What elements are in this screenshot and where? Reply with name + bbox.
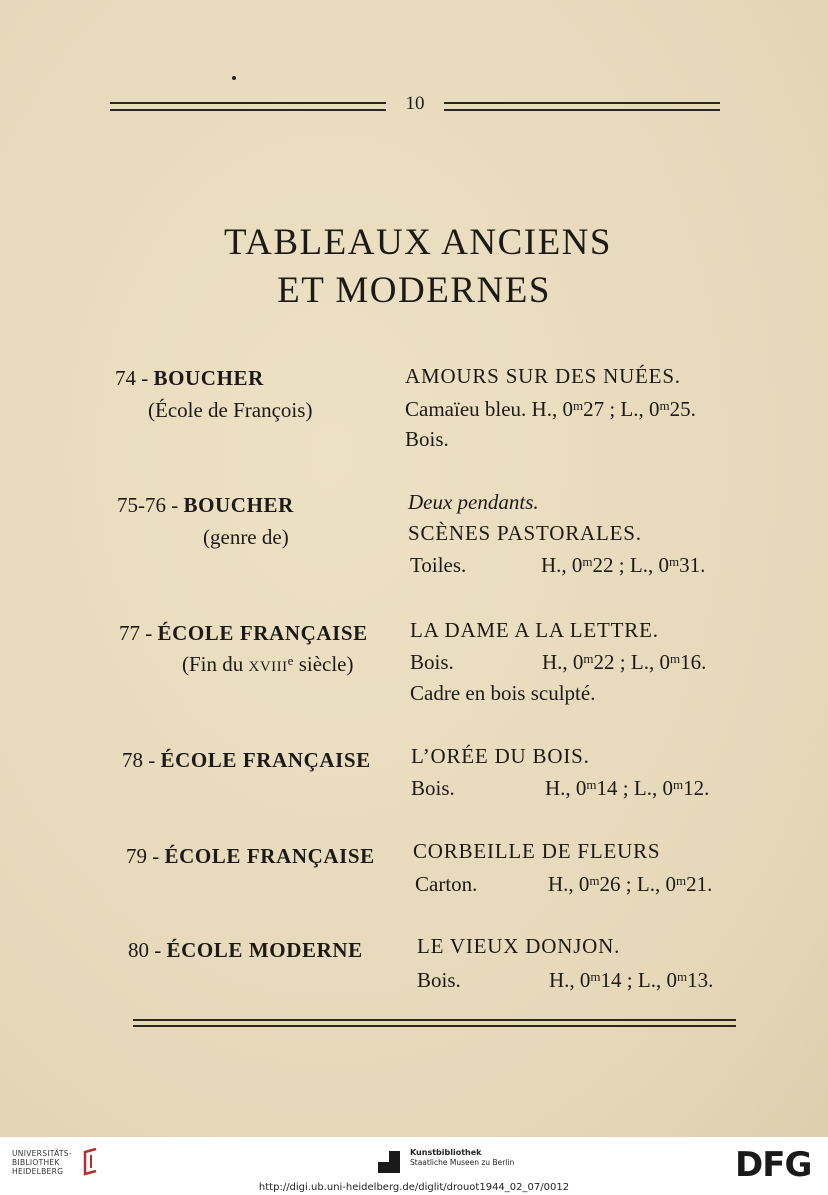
lot-number: 79 - [126,844,160,868]
bottom-double-rule [133,1019,736,1027]
entry-number-artist [115,365,264,391]
page-header [110,93,720,117]
entry-number-artist [119,620,368,646]
artwork-title: L’ORÉE DU BOIS. [411,744,590,768]
artwork-medium: Toiles. [410,553,467,577]
artwork-medium: Bois. [411,776,455,800]
artwork-details: Camaïeu bleu. H., 0$^m$27 ; L., 0$^m$25. [405,397,696,421]
lot-number: 75-76 - [117,493,179,517]
artwork-medium: Bois. [410,650,454,674]
artist-name: BOUCHER [183,493,294,517]
university-library-label: UNIVERSITÄTS- BIBLIOTHEK HEIDELBERG [12,1149,72,1176]
artwork-note: Deux pendants. [408,490,539,514]
artwork-title: LE VIEUX DONJON. [417,934,621,958]
entry-number-artist [128,937,363,963]
lot-number: 80 - [128,938,162,962]
artist-name: BOUCHER [153,366,264,390]
dfg-logo: DFG [735,1145,812,1185]
artwork-dimensions: H., 0$^m$22 ; L., 0$^m$31. [541,553,706,577]
entry-number-artist [122,747,371,773]
artwork-medium: Bois. [405,427,449,451]
page-number: 10 [405,93,425,114]
artist-subtitle: (École de François) [148,398,313,422]
lot-number: 77 - [119,621,153,645]
artwork-medium: Bois. [417,968,461,992]
artist-name: ÉCOLE FRANÇAISE [164,844,375,868]
page-title-line-1: TABLEAUX ANCIENS [224,222,612,263]
kunstbibliothek-logo-icon [378,1151,400,1173]
university-logo-icon [78,1146,100,1178]
artwork-title: SCÈNES PASTORALES. [408,521,642,545]
artist-subtitle: (Fin du XVIIIe siècle) [182,652,354,676]
artist-name: ÉCOLE FRANÇAISE [160,748,371,772]
artwork-title: LA DAME A LA LETTRE. [410,618,659,642]
artist-name: ÉCOLE FRANÇAISE [157,621,368,645]
source-url[interactable]: http://digi.ub.uni-heidelberg.de/diglit/drouot1944_02_07/0012 [258,1182,570,1193]
header-rule-right [444,102,720,111]
page-title-line-2: ET MODERNES [277,270,551,311]
artwork-frame: Cadre en bois sculpté. [410,681,596,705]
lot-number: 74 - [115,366,149,390]
digitization-footer [0,1137,828,1195]
artist-name: ÉCOLE MODERNE [166,938,363,962]
entry-number-artist [126,843,375,869]
artwork-dimensions: H., 0$^m$22 ; L., 0$^m$16. [542,650,707,674]
lot-number: 78 - [122,748,156,772]
paper-speck [232,76,236,80]
artwork-dimensions: H., 0$^m$14 ; L., 0$^m$13. [549,968,714,992]
header-rule-left [110,102,386,111]
artwork-medium: Carton. [415,872,478,896]
artwork-title: AMOURS SUR DES NUÉES. [405,364,681,388]
kunstbibliothek-label: Kunstbibliothek Staatliche Museen zu Berlin [410,1148,515,1167]
artwork-dimensions: H., 0$^m$26 ; L., 0$^m$21. [548,872,713,896]
entry-number-artist [117,492,294,518]
artwork-title: CORBEILLE DE FLEURS [413,839,661,863]
artwork-dimensions: H., 0$^m$14 ; L., 0$^m$12. [545,776,710,800]
artist-subtitle: (genre de) [203,525,289,549]
